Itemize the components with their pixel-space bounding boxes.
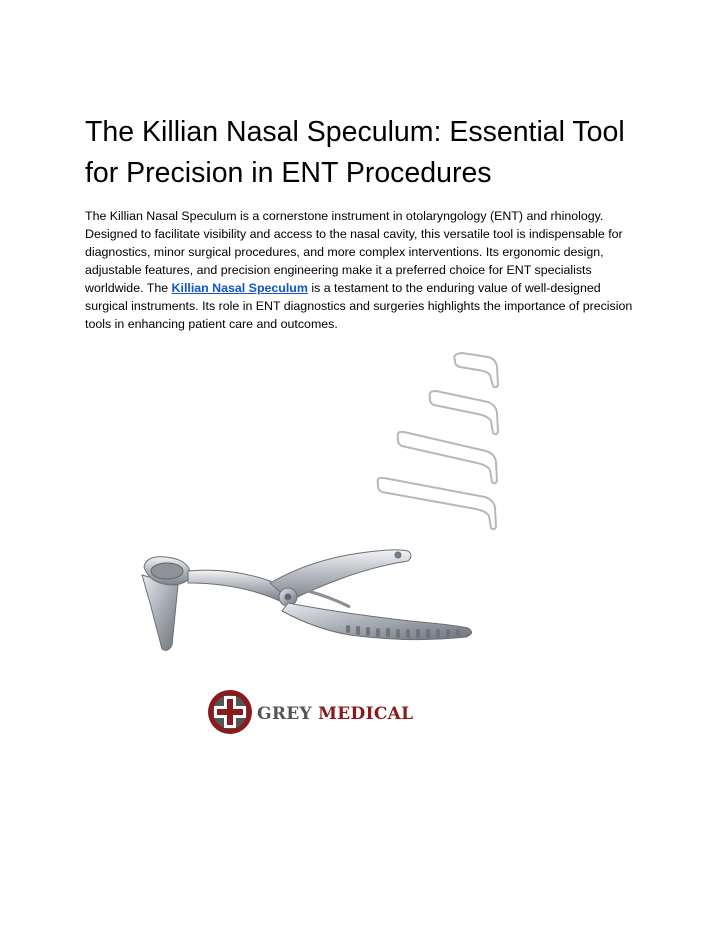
paragraph-text-end: is a testament to the enduring value of well-designed surgical instruments. Its role in ENT diagnostics and surgeries highlights the importance of precision tools in enhancing patient care and outcomes. — [85, 281, 633, 331]
page-title: The Killian Nasal Speculum: Essential Tool for Precision in ENT Procedures — [85, 116, 625, 189]
blade-outline-medium — [430, 391, 498, 434]
blade-outline-large — [398, 432, 497, 483]
grey-medical-logo-text — [257, 704, 413, 724]
killian-speculum — [142, 550, 472, 650]
speculum-product-image — [110, 345, 540, 745]
blade-outline-xlarge — [378, 478, 496, 529]
logo-word-medical: MEDICAL — [318, 704, 414, 724]
paragraph-text-start: The Killian Nasal Speculum is a cornerstone instrument in otolaryngology (ENT) and rhinology. Designed to facilitate visibility and access to the nasal cavity, this versatile tool is indispensable for diagnostics, minor surgical procedures, and more complex interventions. Its ergonomic design, adjustable features, and precision engineering make it a preferred choice for ENT specialists worldwide. The — [85, 209, 623, 295]
grey-medical-logo-emblem — [208, 690, 252, 734]
killian-nasal-speculum-link[interactable]: Killian Nasal Speculum — [171, 281, 308, 295]
speculum-upper-arm — [188, 570, 286, 601]
intro-paragraph — [85, 207, 645, 333]
blade-outline-small — [454, 353, 498, 387]
logo-word-grey: GREY — [257, 704, 312, 724]
blade-size-outlines — [378, 353, 498, 529]
speculum-illustration — [110, 345, 540, 745]
speculum-lower-blade — [142, 575, 178, 650]
speculum-spring — [308, 591, 350, 607]
